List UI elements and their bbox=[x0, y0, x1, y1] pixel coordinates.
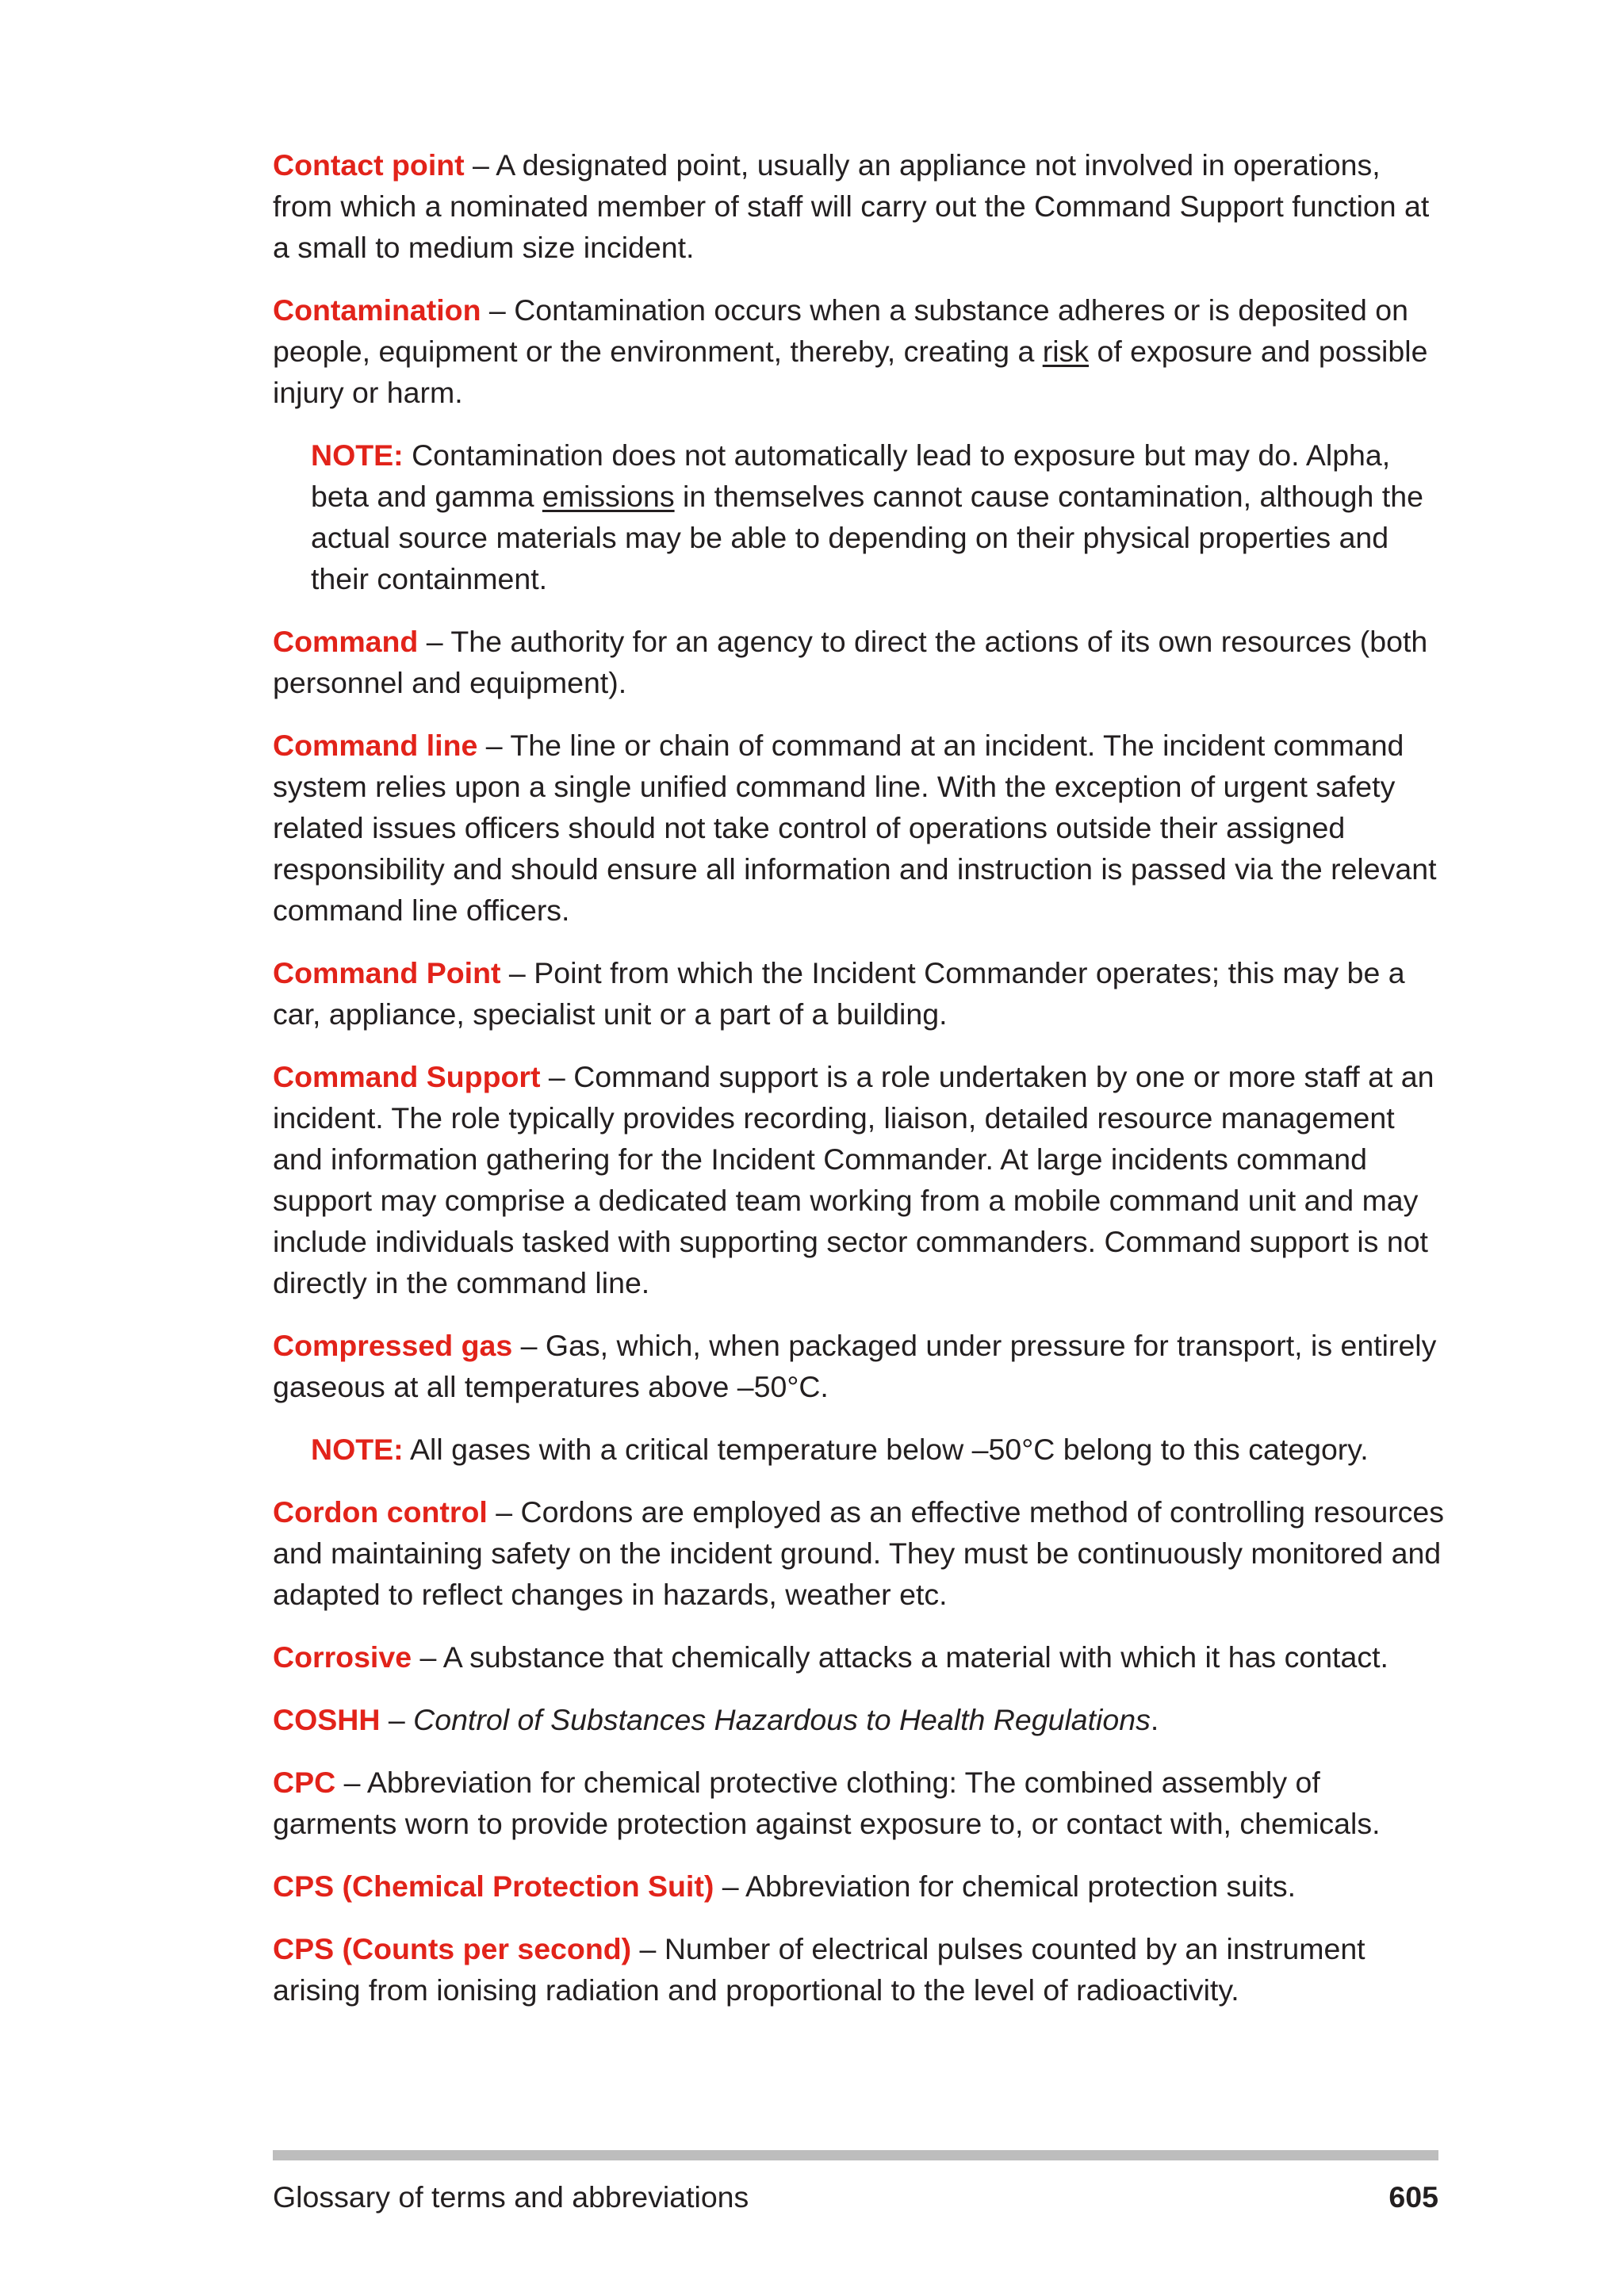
note-text: All gases with a critical temperature below –50°C belong to this category. bbox=[403, 1433, 1369, 1466]
separator: – bbox=[418, 625, 451, 658]
glossary-definition: The line or chain of command at an incident. The incident command system relies upon a single unified command line. With the exception of urgent safety related issues officers should not take control of operations outside their assigned responsibility and should ensure all information and instruction is passed via the relevant command line officers. bbox=[273, 729, 1437, 927]
glossary-term: CPS (Chemical Protection Suit) bbox=[273, 1869, 714, 1903]
note-text-end: in themselves cannot cause contamination, although the actual source materials may be able to depending on their physical properties and their containment. bbox=[311, 480, 1423, 595]
glossary-note-contamination bbox=[311, 434, 1446, 599]
note-text: Contamination does not automatically lead to exposure but may do. Alpha, beta and gamma bbox=[311, 438, 1391, 513]
glossary-term: Command Support bbox=[273, 1060, 541, 1093]
glossary-definition: Contamination occurs when a substance adheres or is deposited on people, equipment or the environment, thereby, creating a bbox=[273, 293, 1408, 368]
glossary-definition: Command support is a role undertaken by one or more staff at an incident. The role typically provides recording, liaison, detailed resource management and information gathering for the Incident Commander. At large incidents command support may comprise a dedicated team working from a mobile command unit and may include individuals tasked with supporting sector commanders. Command support is not directly in the command line. bbox=[273, 1060, 1434, 1299]
glossary-term: Contamination bbox=[273, 293, 481, 327]
page-number: 605 bbox=[1388, 2180, 1438, 2214]
glossary-term: Cordon control bbox=[273, 1495, 488, 1529]
footer-section-title: Glossary of terms and abbreviations bbox=[273, 2180, 749, 2214]
separator: – bbox=[412, 1640, 443, 1674]
glossary-entry-cps-chemical-protection-suit bbox=[273, 1866, 1446, 1907]
glossary-entry-cps-counts-per-second bbox=[273, 1928, 1446, 2011]
glossary-term: Compressed gas bbox=[273, 1329, 513, 1362]
glossary-definition: The authority for an agency to direct the actions of its own resources (both personnel and equipment). bbox=[273, 625, 1428, 699]
glossary-entry-cordon-control bbox=[273, 1491, 1446, 1615]
glossary-definition: Point from which the Incident Commander operates; this may be a car, appliance, specialist unit or a part of a building. bbox=[273, 956, 1405, 1031]
glossary-content bbox=[273, 144, 1446, 2032]
glossary-definition: Number of electrical pulses counted by an instrument arising from ionising radiation and proportional to the level of radioactivity. bbox=[273, 1932, 1365, 2007]
glossary-definition: Abbreviation for chemical protective clothing: The combined assembly of garments worn to provide protection against exposure to, or contact with, chemicals. bbox=[273, 1766, 1381, 1840]
glossary-entry-contamination bbox=[273, 289, 1446, 413]
glossary-term: COSHH bbox=[273, 1703, 381, 1736]
separator: – bbox=[335, 1766, 367, 1799]
glossary-term: CPC bbox=[273, 1766, 336, 1799]
glossary-definition: A substance that chemically attacks a material with which it has contact. bbox=[442, 1640, 1388, 1674]
glossary-entry-compressed-gas bbox=[273, 1325, 1446, 1407]
glossary-entry-contact-point bbox=[273, 144, 1446, 268]
glossary-entry-cpc bbox=[273, 1762, 1446, 1844]
glossary-link-emissions[interactable]: emissions bbox=[542, 480, 675, 513]
separator: – bbox=[540, 1060, 574, 1093]
separator: – bbox=[487, 1495, 521, 1529]
glossary-definition: Abbreviation for chemical protection suits. bbox=[745, 1869, 1297, 1903]
separator: – bbox=[481, 293, 515, 327]
glossary-term: Contact point bbox=[273, 148, 465, 182]
separator: – bbox=[500, 956, 534, 989]
glossary-term: Command line bbox=[273, 729, 478, 762]
glossary-entry-command-support bbox=[273, 1056, 1446, 1303]
glossary-definition: Gas, which, when packaged under pressure for transport, is entirely gaseous at all temperatures above –50°C. bbox=[273, 1329, 1437, 1403]
glossary-entry-coshh bbox=[273, 1699, 1446, 1740]
glossary-note-compressed-gas bbox=[311, 1429, 1446, 1470]
glossary-definition: Cordons are employed as an effective method of controlling resources and maintaining safety on the incident ground. They must be continuously monitored and adapted to reflect changes in hazards, weather etc. bbox=[273, 1495, 1445, 1611]
glossary-link-risk[interactable]: risk bbox=[1042, 335, 1090, 368]
glossary-entry-command-point bbox=[273, 952, 1446, 1035]
separator: – bbox=[512, 1329, 546, 1362]
glossary-entry-command-line bbox=[273, 725, 1446, 931]
separator: – bbox=[464, 148, 496, 182]
glossary-term: Command Point bbox=[273, 956, 501, 989]
separator: – bbox=[477, 729, 511, 762]
note-label: NOTE: bbox=[311, 1433, 404, 1466]
separator: – bbox=[714, 1869, 745, 1903]
glossary-entry-command bbox=[273, 621, 1446, 703]
glossary-definition: A designated point, usually an appliance not involved in operations, from which a nominated member of staff will carry out the Command Support function at a small to medium size incident. bbox=[273, 148, 1430, 264]
glossary-definition-italic: Control of Substances Hazardous to Health Regulations bbox=[413, 1703, 1151, 1736]
separator: – bbox=[380, 1703, 414, 1736]
glossary-entry-corrosive bbox=[273, 1636, 1446, 1678]
glossary-definition-end: of exposure and possible injury or harm. bbox=[273, 335, 1428, 409]
glossary-term: Command bbox=[273, 625, 419, 658]
glossary-term: CPS (Counts per second) bbox=[273, 1932, 632, 1965]
glossary-term: Corrosive bbox=[273, 1640, 412, 1674]
glossary-definition-end: . bbox=[1150, 1703, 1159, 1736]
separator: – bbox=[631, 1932, 665, 1965]
note-label: NOTE: bbox=[311, 438, 404, 472]
footer-divider bbox=[273, 2150, 1438, 2160]
